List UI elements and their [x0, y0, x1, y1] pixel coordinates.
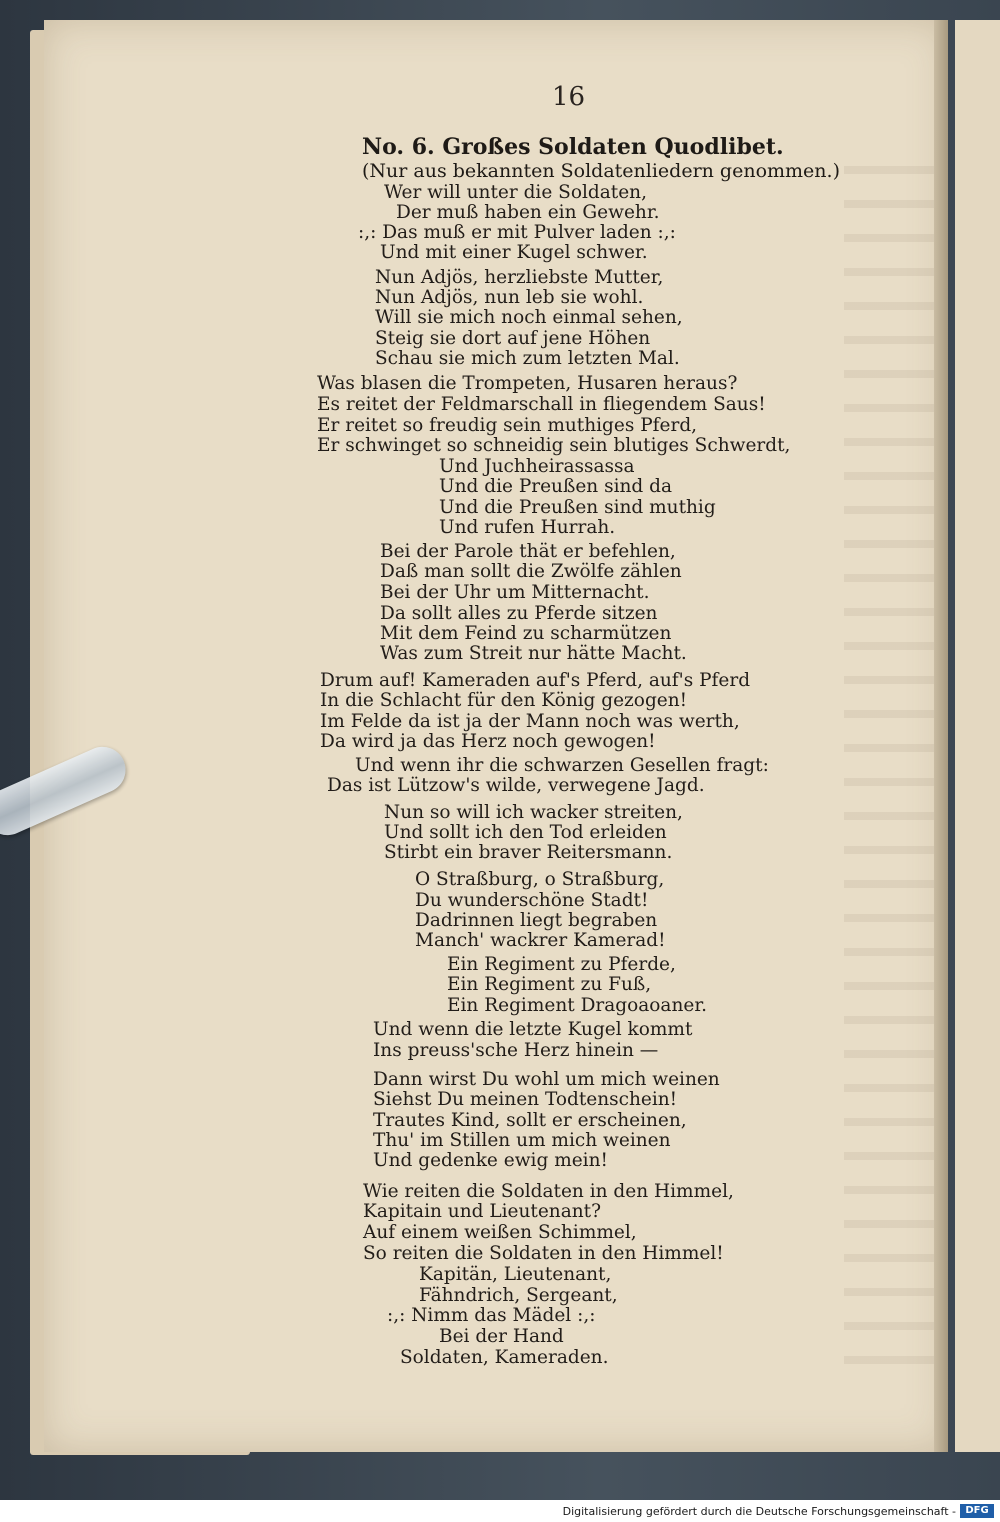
- verse-line: Und wenn ihr die schwarzen Gesellen fragt:: [355, 755, 769, 776]
- verse-line: Und mit einer Kugel schwer.: [380, 242, 648, 263]
- verse-line: Und sollt ich den Tod erleiden: [384, 822, 667, 843]
- verse-line: O Straßburg, o Straßburg,: [415, 869, 665, 890]
- verse-line: Will sie mich noch einmal sehen,: [375, 307, 683, 328]
- verse-line: Und rufen Hurrah.: [439, 517, 616, 538]
- verse-line: Dann wirst Du wohl um mich weinen: [373, 1069, 720, 1090]
- verse-line: Im Felde da ist ja der Mann noch was werth,: [320, 711, 740, 732]
- verse-line: Der muß haben ein Gewehr.: [396, 202, 660, 223]
- verse-line: Nun Adjös, nun leb sie wohl.: [375, 287, 644, 308]
- verse-line: Ein Regiment zu Fuß,: [447, 974, 652, 995]
- verse-line: Was blasen die Trompeten, Husaren heraus?: [317, 373, 738, 394]
- verse-line: So reiten die Soldaten in den Himmel!: [363, 1243, 724, 1264]
- verse-line: :,: Nimm das Mädel :,:: [387, 1305, 596, 1326]
- verse-line: Kapitän, Lieutenant,: [419, 1264, 612, 1285]
- verse-line: Ein Regiment Dragoaoaner.: [447, 995, 708, 1016]
- verse-line: Und Juchheirassassa: [439, 456, 635, 477]
- verse-line: Und die Preußen sind muthig: [439, 497, 716, 518]
- book-page: [44, 20, 948, 1452]
- verse-line: Das ist Lützow's wilde, verwegene Jagd.: [327, 775, 705, 796]
- verse-line: Und gedenke ewig mein!: [373, 1150, 608, 1171]
- verse-line: Wie reiten die Soldaten in den Himmel,: [363, 1181, 734, 1202]
- verse-line: Er reitet so freudig sein muthiges Pferd,: [317, 415, 698, 436]
- verse-line: Ins preuss'sche Herz hinein —: [373, 1040, 659, 1061]
- verse-line: Nun Adjös, herzliebste Mutter,: [375, 267, 664, 288]
- verse-line: Auf einem weißen Schimmel,: [363, 1222, 637, 1243]
- verse-line: Und wenn die letzte Kugel kommt: [373, 1019, 693, 1040]
- verse-line: Und die Preußen sind da: [439, 476, 672, 497]
- verse-line: Drum auf! Kameraden auf's Pferd, auf's Pferd: [320, 670, 751, 691]
- verse-line: Es reitet der Feldmarschall in fliegendem Saus!: [317, 394, 766, 415]
- verse-line: Fähndrich, Sergeant,: [419, 1285, 618, 1306]
- verse-line: Du wunderschöne Stadt!: [415, 890, 649, 911]
- verse-line: Dadrinnen liegt begraben: [415, 910, 658, 931]
- verse-line: Trautes Kind, sollt er erscheinen,: [373, 1110, 687, 1131]
- verse-line: Was zum Streit nur hätte Macht.: [380, 643, 687, 664]
- song-subtitle: (Nur aus bekannten Soldatenliedern genommen.): [362, 160, 840, 182]
- verse-line: Manch' wackrer Kamerad!: [415, 930, 666, 951]
- page-number: 16: [552, 82, 586, 112]
- show-through-text: [844, 140, 948, 1390]
- verse-line: Bei der Uhr um Mitternacht.: [380, 582, 650, 603]
- verse-line: Stirbt ein braver Reitersmann.: [384, 842, 673, 863]
- verse-line: Nun so will ich wacker streiten,: [384, 802, 683, 823]
- verse-line: Schau sie mich zum letzten Mal.: [375, 348, 680, 369]
- verse-line: Siehst Du meinen Todtenschein!: [373, 1089, 678, 1110]
- facing-page: [955, 20, 1000, 1452]
- dfg-logo: DFG: [960, 1504, 994, 1518]
- verse-line: Wer will unter die Soldaten,: [384, 182, 647, 203]
- verse-line: Er schwinget so schneidig sein blutiges Schwerdt,: [317, 435, 791, 456]
- verse-line: Bei der Hand: [439, 1326, 564, 1347]
- verse-line: :,: Das muß er mit Pulver laden :,:: [358, 222, 676, 243]
- verse-line: Kapitain und Lieutenant?: [363, 1201, 601, 1222]
- verse-line: Ein Regiment zu Pferde,: [447, 954, 676, 975]
- verse-line: Thu' im Stillen um mich weinen: [373, 1130, 671, 1151]
- verse-line: Bei der Parole thät er befehlen,: [380, 541, 676, 562]
- verse-line: Soldaten, Kameraden.: [400, 1347, 609, 1368]
- verse-line: Daß man sollt die Zwölfe zählen: [380, 561, 682, 582]
- verse-line: Steig sie dort auf jene Höhen: [375, 328, 651, 349]
- verse-line: Da wird ja das Herz noch gewogen!: [320, 731, 656, 752]
- verse-line: Da sollt alles zu Pferde sitzen: [380, 603, 658, 624]
- song-title: No. 6. Großes Soldaten Quodlibet.: [362, 134, 784, 160]
- footer-credit: Digitalisierung gefördert durch die Deutsche Forschungsgemeinschaft -: [562, 1505, 956, 1518]
- verse-line: Mit dem Feind zu scharmützen: [380, 623, 672, 644]
- spine-edge: [934, 20, 948, 1452]
- verse-line: In die Schlacht für den König gezogen!: [320, 690, 688, 711]
